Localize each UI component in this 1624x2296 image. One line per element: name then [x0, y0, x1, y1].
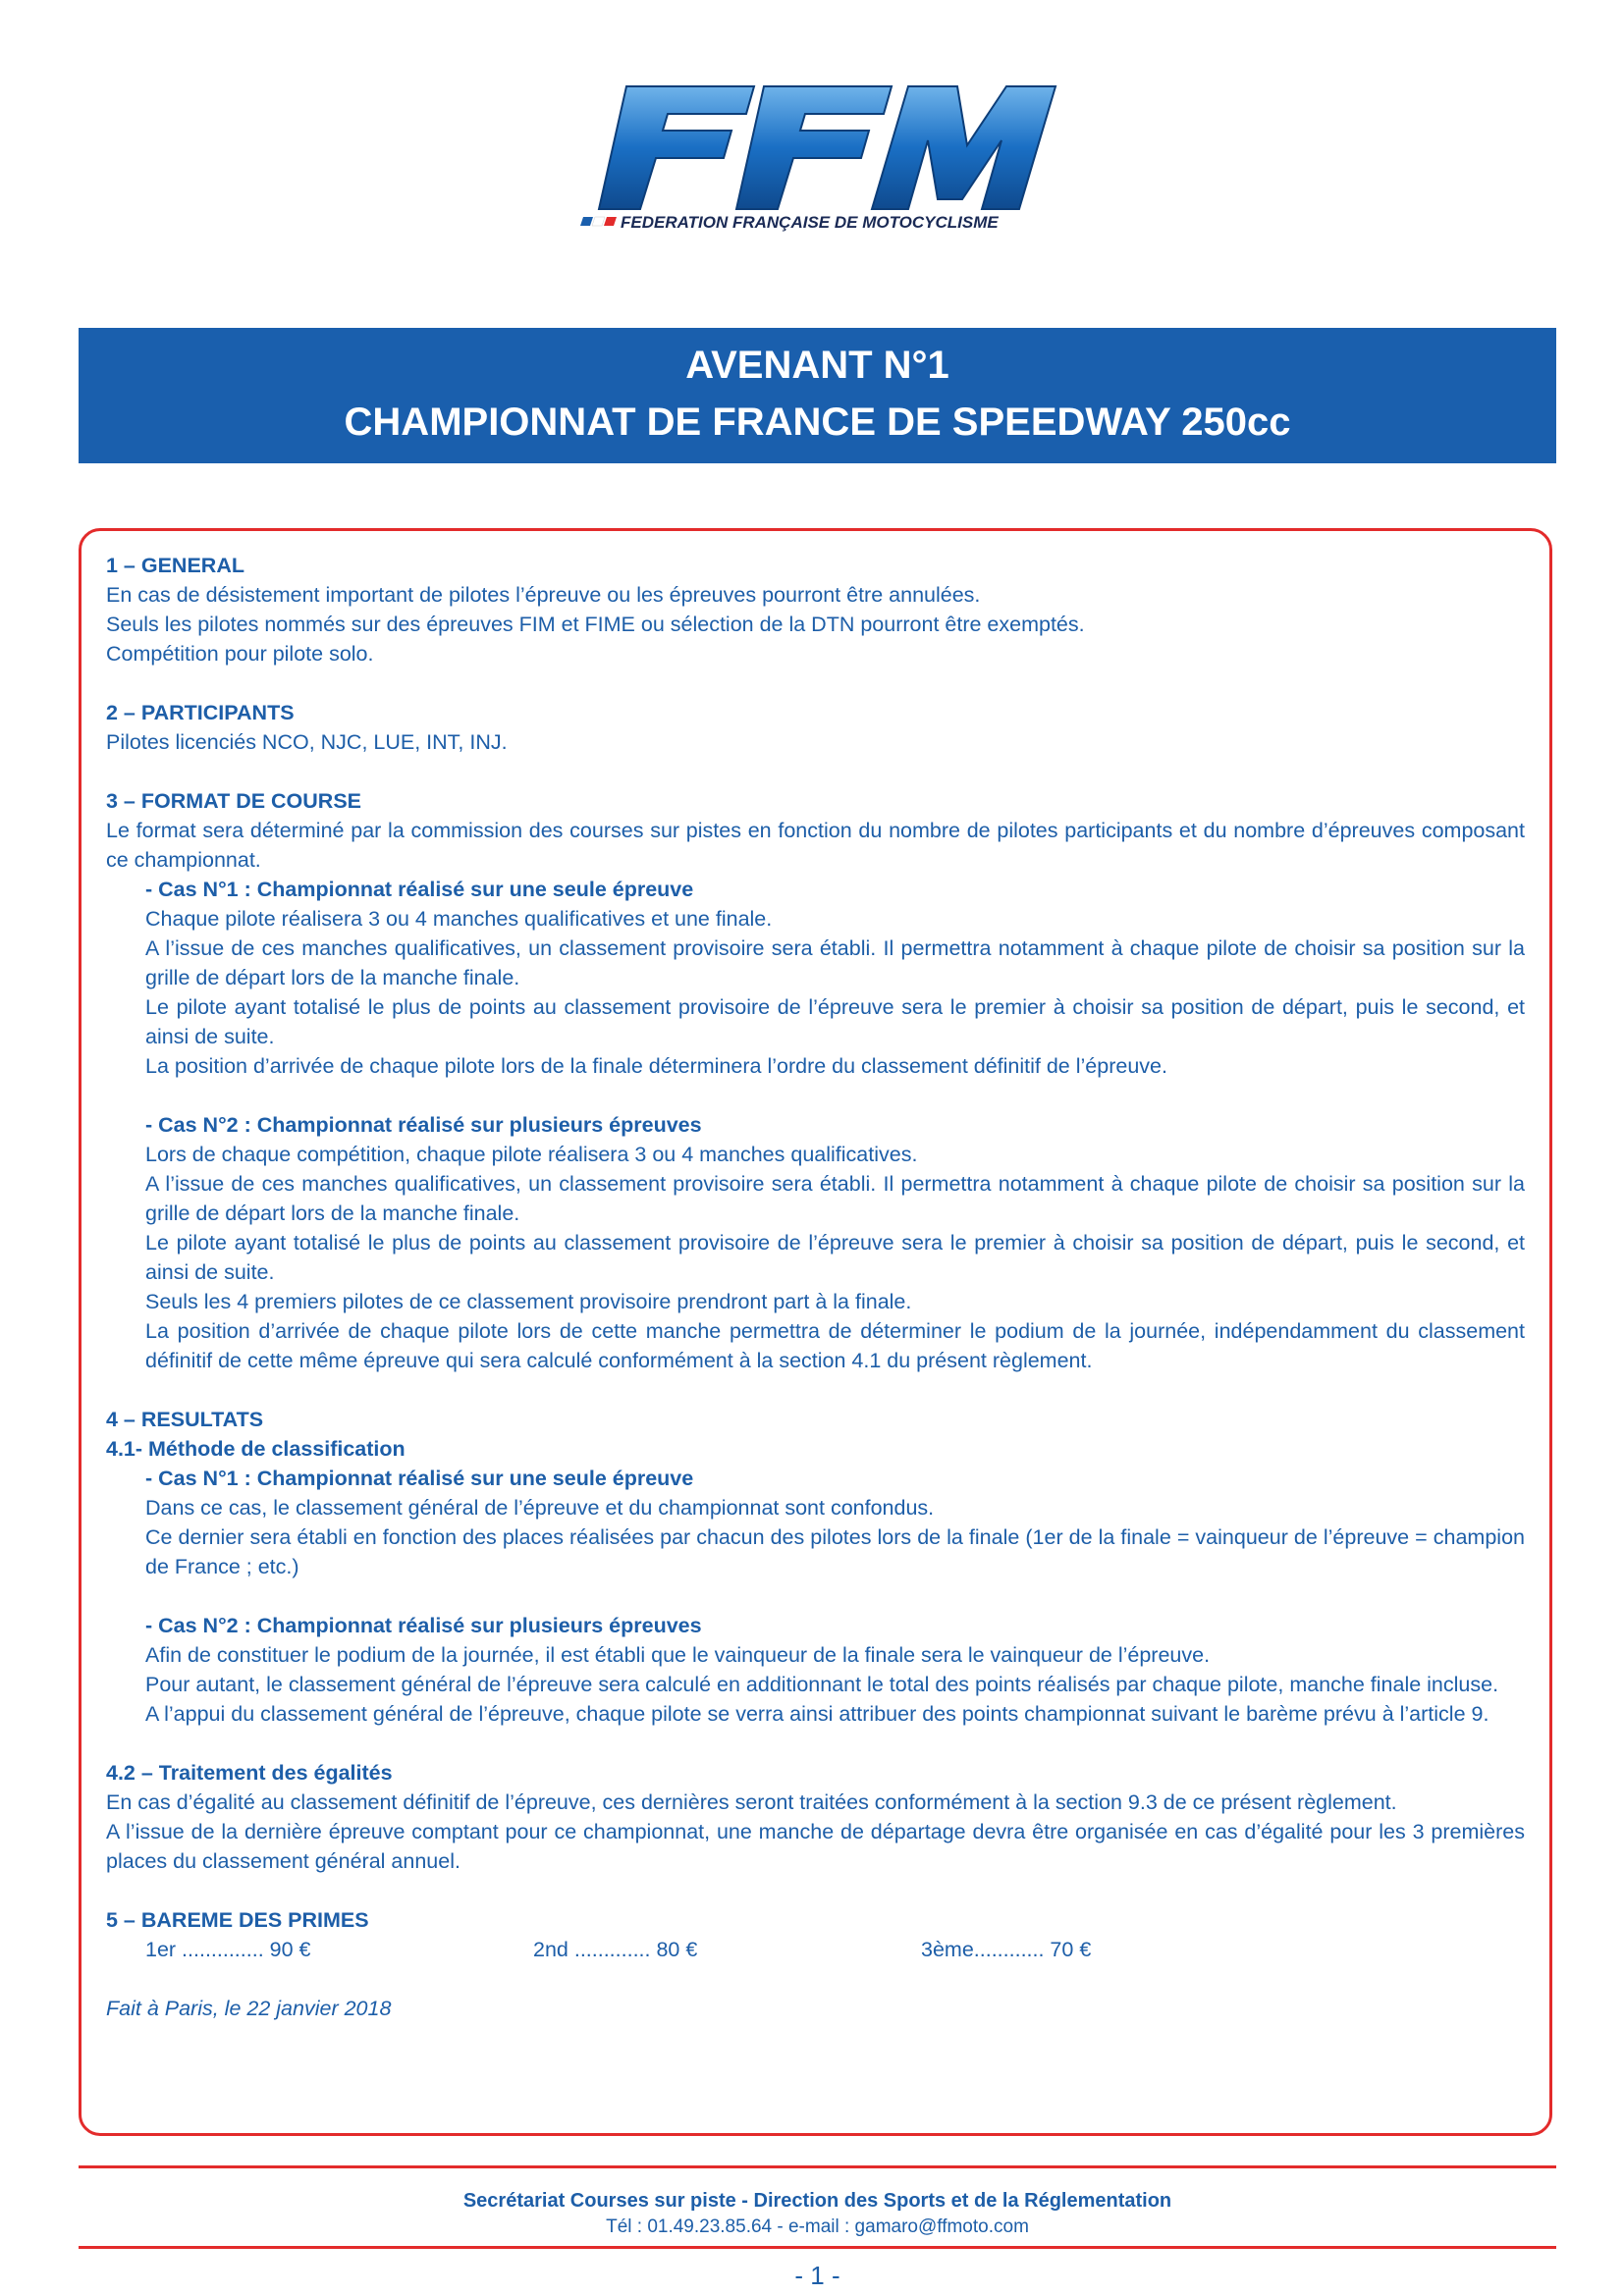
section-1-paragraph: Seuls les pilotes nommés sur des épreuves FIM et FIME ou sélection de la DTN pourront être exemptés. [106, 613, 1085, 636]
section-3-case-1-title: - Cas N°1 : Championnat réalisé sur une seule épreuve [145, 878, 694, 901]
ffm-logo [569, 77, 1060, 243]
title-banner [79, 328, 1556, 463]
title-line-2: CHAMPIONNAT DE FRANCE DE SPEEDWAY 250cc [344, 400, 1291, 444]
section-4-case-1-paragraph: Ce dernier sera établi en fonction des places réalisées par chacun des pilotes lors de la finale (1er de la finale = vainqueur de l’épreuve = champion de France ; etc.) [145, 1525, 1525, 1578]
section-3-case-2-paragraph: Lors de chaque compétition, chaque pilote réalisera 3 ou 4 manches qualificatives. [145, 1143, 918, 1166]
section-3-case-1-paragraph: Chaque pilote réalisera 3 ou 4 manches qualificatives et une finale. [145, 907, 773, 931]
section-4-1-title: 4.1- Méthode de classification [106, 1437, 406, 1461]
footer-contact: Tél : 01.49.23.85.64 - e-mail : gamaro@ffmoto.com [606, 2216, 1029, 2237]
section-1-title: 1 – GENERAL [106, 554, 244, 577]
prime-third: 3ème............ 70 € [921, 1938, 1092, 1961]
section-4-title: 4 – RESULTATS [106, 1408, 264, 1431]
section-3-case-2-paragraph: La position d’arrivée de chaque pilote lors de cette manche permettra de déterminer le podium de la journée, indépendamment du classement définitif de cette même épreuve qui sera calculé conformément à la section 4.1 du présent règlement. [145, 1319, 1525, 1372]
section-1-paragraph: Compétition pour pilote solo. [106, 642, 374, 666]
section-4-case-2-title: - Cas N°2 : Championnat réalisé sur plusieurs épreuves [145, 1614, 702, 1637]
prime-first: 1er .............. 90 € [145, 1938, 311, 1961]
section-4-2-paragraph: En cas d’égalité au classement définitif de l’épreuve, ces dernières seront traitées conformément à la section 9.3 de ce présent règlement. [106, 1790, 1397, 1814]
footer-divider-bottom [79, 2246, 1556, 2249]
section-4-case-2-paragraph: A l’appui du classement général de l’épreuve, chaque pilote se verra ainsi attribuer des points championnat suivant le barème prévu à l’article 9. [145, 1702, 1489, 1726]
footer-department: Secrétariat Courses sur piste - Direction des Sports et de la Réglementation [462, 2190, 1172, 2212]
section-3-case-2-title: - Cas N°2 : Championnat réalisé sur plusieurs épreuves [145, 1113, 702, 1137]
section-3-case-2-paragraph: Le pilote ayant totalisé le plus de points au classement provisoire de l’épreuve sera le premier à choisir sa position de départ, puis le second, et ainsi de suite. [145, 1231, 1525, 1284]
section-4-case-2-paragraph: Afin de constituer le podium de la journée, il est établi que le vainqueur de la finale sera le vainqueur de l’épreuve. [145, 1643, 1211, 1667]
section-3-case-2-paragraph: Seuls les 4 premiers pilotes de ce classement provisoire prendront part à la finale. [145, 1290, 912, 1313]
rules-box [79, 528, 1552, 2136]
signature-date: Fait à Paris, le 22 janvier 2018 [106, 1997, 392, 2020]
section-4-2-title: 4.2 – Traitement des égalités [106, 1761, 393, 1785]
page-number: - 1 - [794, 2261, 840, 2290]
section-3-case-1-paragraph: A l’issue de ces manches qualificatives, un classement provisoire sera établi. Il permettra notamment à chaque pilote de choisir sa position sur la grille de départ lors de la manche finale. [145, 936, 1525, 989]
section-4-2-paragraph: A l’issue de la dernière épreuve comptant pour ce championnat, une manche de départage devra être organisée en cas d’égalité pour les 3 premières places du classement général annuel. [106, 1820, 1525, 1873]
logo-subtitle: FEDERATION FRANÇAISE DE MOTOCYCLISME [621, 213, 999, 232]
title-line-1: AVENANT N°1 [685, 344, 949, 387]
primes-row [145, 1935, 1525, 1964]
section-3-title: 3 – FORMAT DE COURSE [106, 789, 362, 813]
section-2-title: 2 – PARTICIPANTS [106, 701, 295, 724]
section-3-intro: Le format sera déterminé par la commission des courses sur pistes en fonction du nombre de pilotes participants et du nombre d’épreuves composant ce championnat. [106, 819, 1525, 872]
section-4-case-2-paragraph: Pour autant, le classement général de l’épreuve sera calculé en additionnant le total des points réalisés par chaque pilote, manche finale incluse. [145, 1673, 1499, 1696]
section-3-case-1-paragraph: La position d’arrivée de chaque pilote lors de la finale déterminera l’ordre du classement définitif de l’épreuve. [145, 1054, 1167, 1078]
section-2-paragraph: Pilotes licenciés NCO, NJC, LUE, INT, INJ. [106, 730, 508, 754]
prime-second: 2nd ............. 80 € [533, 1938, 698, 1961]
footer-divider-top [79, 2165, 1556, 2168]
section-1-paragraph: En cas de désistement important de pilotes l’épreuve ou les épreuves pourront être annulées. [106, 583, 981, 607]
section-5-title: 5 – BAREME DES PRIMES [106, 1908, 369, 1932]
section-4-case-1-title: - Cas N°1 : Championnat réalisé sur une seule épreuve [145, 1467, 694, 1490]
section-3-case-1-paragraph: Le pilote ayant totalisé le plus de points au classement provisoire de l’épreuve sera le premier à choisir sa position de départ, puis le second, et ainsi de suite. [145, 995, 1525, 1048]
section-3-case-2-paragraph: A l’issue de ces manches qualificatives, un classement provisoire sera établi. Il permettra notamment à chaque pilote de choisir sa position sur la grille de départ lors de la manche finale. [145, 1172, 1525, 1225]
ffm-logo-graphic [569, 77, 1060, 243]
section-4-case-1-paragraph: Dans ce cas, le classement général de l’épreuve et du championnat sont confondus. [145, 1496, 935, 1520]
rules-content [106, 551, 1525, 2023]
